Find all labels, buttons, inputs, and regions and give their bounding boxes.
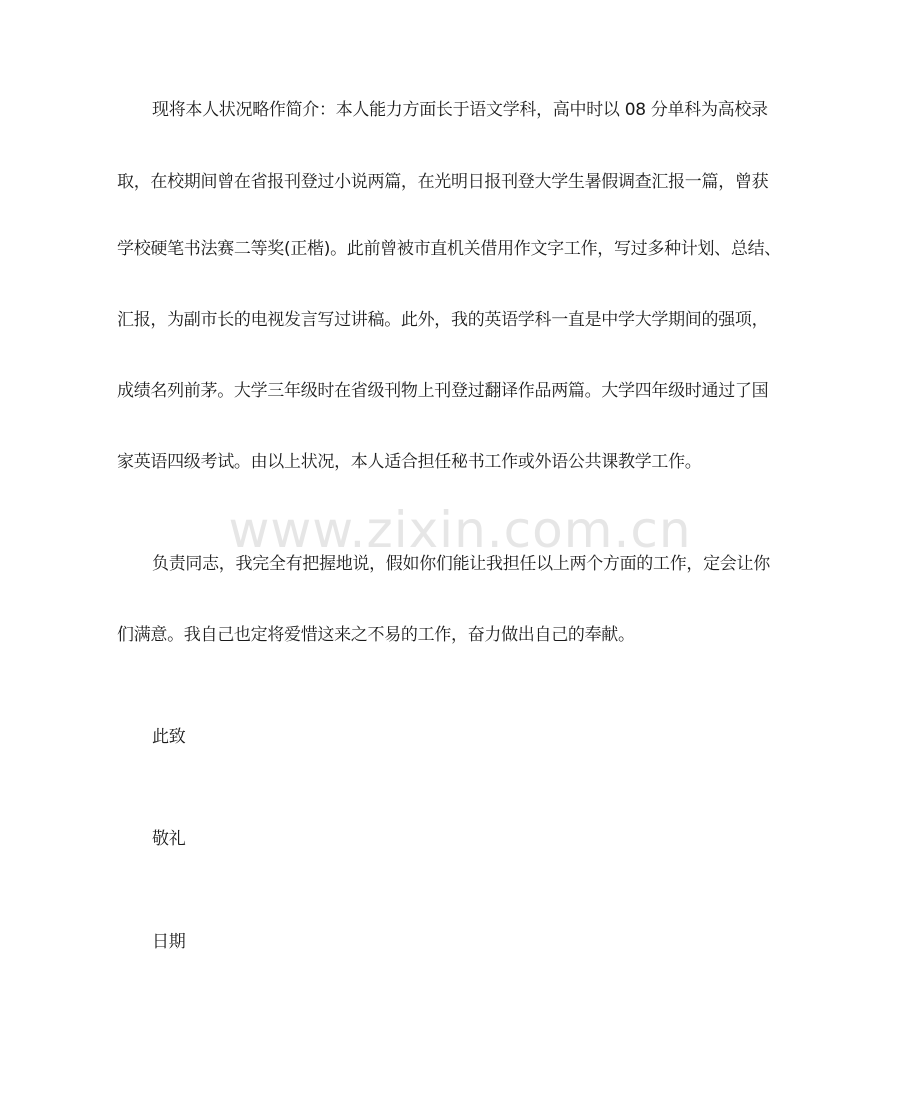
date-label: 日期: [152, 932, 186, 952]
paragraph-line: 家英语四级考试。由以上状况，本人适合担任秘书工作或外语公共课教学工作。: [117, 452, 702, 472]
paragraph-line: 们满意。我自己也定将爱惜这来之不易的工作，奋力做出自己的奉献。: [117, 625, 635, 645]
paragraph-line: 成绩名列前茅。大学三年级时在省级刊物上刊登过翻译作品两篇。大学四年级时通过了国: [117, 381, 769, 401]
paragraph-line: 学校硬笔书法赛二等奖(正楷)。此前曾被市直机关借用作文字工作，写过多种计划、总结、: [117, 239, 781, 259]
paragraph-line: 汇报，为副市长的电视发言写过讲稿。此外，我的英语学科一直是中学大学期间的强项，: [117, 310, 769, 330]
paragraph-line: 负责同志，我完全有把握地说，假如你们能让我担任以上两个方面的工作，定会让你: [152, 554, 770, 574]
closing-salutation: 此致: [152, 727, 186, 747]
paragraph-line: 现将本人状况略作简介：本人能力方面长于语文学科，高中时以 08 分单科为高校录: [152, 100, 768, 120]
paragraph-line: 取，在校期间曾在省报刊登过小说两篇，在光明日报刊登大学生暑假调查汇报一篇，曾获: [117, 172, 769, 192]
closing-respect: 敬礼: [152, 829, 186, 849]
watermark: www.zixin.com.cn: [228, 501, 692, 559]
